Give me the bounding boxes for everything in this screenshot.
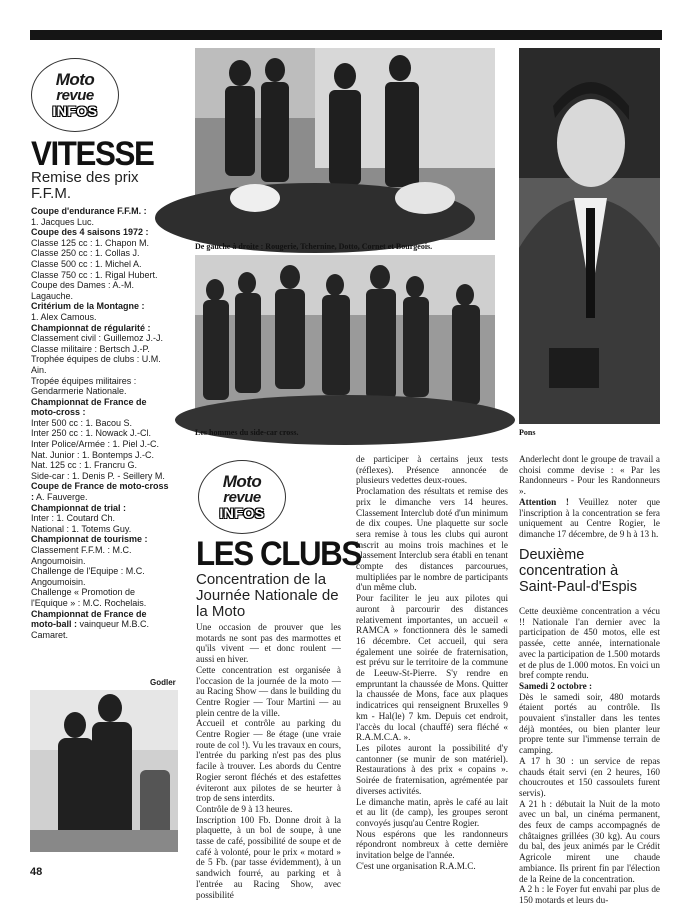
article-paragraph: Le dimanche matin, après le café au lait et au lit (de camp), les groupes seront convoyés jusqu'au Centre Rogier. [356, 796, 508, 828]
result-line [31, 566, 173, 587]
second-concentration-title: Deuxième concentration à Saint-Paul-d'Espis [519, 547, 638, 595]
result-category: Championnat de trial : [31, 502, 127, 513]
result-line [31, 428, 173, 439]
clubs-subheading: Concentration de la Journée Nationale de la Moto [196, 571, 339, 620]
result-text: Classement civil : Guillemoz J.-J. [31, 333, 164, 344]
result-line [31, 587, 173, 608]
result-line [31, 238, 173, 249]
result-line [31, 439, 173, 450]
result-line [31, 471, 173, 482]
vitesse-results-list [31, 206, 173, 640]
photo-credit: Godler [150, 678, 176, 687]
result-line [31, 217, 173, 228]
article-paragraph: Une occasion de prouver que les motards ne sont pas des marmottes et qu'ils vivent — et donc roulent — aussi en hiver. [196, 622, 341, 665]
article-paragraph: Contrôle de 9 à 13 heures. [196, 803, 293, 814]
paragraph-21h: A 21 h : débutait la Nuit de la moto avec un bal, un cinéma permanent, des feux de camps accompagnés de châtaignes grillées (30 kg). Au cours du bal, des jeux animés par le Crédit Agricole mirent une chaude ambiance. Ils prirent fin par l'élection de la Reine de la concentration. [519, 798, 660, 884]
result-category: Championnat de régularité : [31, 322, 151, 333]
result-line [31, 503, 173, 514]
clubs-column-3-bottom [519, 606, 660, 906]
result-category: Championnat de tourisme : [31, 534, 148, 545]
clubs-column-2 [356, 454, 508, 871]
result-text: Classe militaire : Bertsch J.-P. [31, 343, 150, 354]
article-paragraph: Accueil et contrôle au parking du Centre Rogier — 8e étage (une vraie route de col !). Vu les travaux en cours, l'entrée du parking n'est pas des plus facile à trouver. Les abords du Centre Rogier seront fléchés et des estafettes éviteront aux pilotes de se heurter à trop de sens interdits. [196, 718, 341, 804]
article-paragraph: Pour faciliter le jeu aux pilotes qui auront à parcourir des distances relativement importantes, un accueil « RAMCA » fonctionnera dès le samedi 16 décembre. Cet accueil, qui sera également une soirée de fraternisation, est prévu sur le territoire de la commune de Leeuw-St-Pierre. S'y rendre en empruntant la chaussée de Mons. Quitter la chaussée de Mons, face aux plaques indicatrices qui renseignent Bruxelles 9 km - Hal(le) 7 km. Depuis cet endroit, l'accès du local (chauffé) sera fléché « R.A.M.C.A. ». [356, 593, 508, 743]
result-line [31, 609, 173, 641]
article-paragraph: Cette concentration est organisée à l'occasion de la journée de la moto — au Racing Show — dans le building du Centre Rogier — Tour Martini — au plein centre de la ville. [196, 664, 341, 718]
side-car-cross-photo [195, 255, 495, 425]
result-text: Inter Police/Armée : 1. Piel J.-C. [31, 439, 160, 450]
result-text: Classement F.F.M. : M.C. Angoumoisin. [31, 545, 132, 566]
result-line [31, 323, 173, 334]
result-category: Championnat de France de moto-cross : [31, 396, 147, 418]
result-line [31, 534, 173, 545]
result-line [31, 524, 173, 535]
logo-infos: INFOS [52, 103, 98, 119]
clubs-heading: LES CLUBS [196, 535, 361, 573]
logo-infos: INFOS [219, 505, 265, 521]
result-text: Tropée équipes militaires : Gendarmerie Nationale. [31, 375, 137, 397]
result-line [31, 450, 173, 461]
logo-revue: revue [56, 87, 94, 104]
page-number: 48 [30, 866, 43, 878]
result-line [31, 312, 173, 323]
result-category: Coupe des 4 saisons 1972 : [31, 227, 149, 238]
result-line [31, 206, 173, 217]
clubs-column-1 [196, 622, 341, 900]
attention-label: Attention ! [519, 496, 569, 507]
paragraph-2h: A 2 h : le Foyer fut envahi par plus de 150 motards et leurs du- [519, 884, 660, 905]
result-line [31, 481, 173, 502]
result-text: Coupe des Dames : A.-M. Lagauche. [31, 280, 135, 301]
logo-revue: revue [223, 489, 261, 506]
paragraph-17h30: A 17 h 30 : un service de repas chauds était servi (en 2 heures, 160 choucroutes et 150 cassoulets furent servis). [519, 755, 660, 798]
result-text: Challenge « Promotion de l'Equique » : M.C. Rochelais. [31, 587, 147, 608]
moto-revue-infos-logo [31, 58, 119, 132]
result-category: Coupe de France de moto-cross : [31, 481, 169, 503]
result-line [31, 460, 173, 471]
col3-paragraph: Anderlecht dont le groupe de travail a choisi comme devise : « Par les Randonneurs - Pour les Randonneurs ». [519, 454, 660, 497]
result-text: National : 1. Totems Guy. [31, 523, 132, 534]
samedi-text: Dès le samedi soir, 480 motards étaient portés au contrôle. Ils pouvaient s'installer dans les tentes déjà montées, ou bien planter leur propre tente sur l'immense terrain de camping. [519, 691, 660, 756]
result-text: Classe 500 cc : 1. Michel A. [31, 258, 142, 269]
clubs-column-3-top [519, 454, 660, 540]
result-line [31, 397, 173, 418]
pons-portrait-photo [519, 48, 660, 424]
result-text: Trophée équipes de clubs : U.M. Ain. [31, 354, 161, 375]
result-category: Coupe d'endurance F.F.M. : [31, 206, 147, 216]
result-line [31, 227, 173, 238]
result-line [31, 248, 173, 259]
result-text: vainqueur M.B.C. Camaret. [31, 619, 150, 640]
result-text: 1. Jacques Luc. [31, 216, 95, 227]
logo-moto: Moto [222, 472, 262, 491]
result-line [31, 545, 173, 566]
vitesse-subheading: Remise des prix F.F.M. [31, 169, 139, 202]
result-line [31, 418, 173, 429]
moto-revue-infos-logo-clubs [198, 460, 286, 534]
second-intro: Cette deuxième concentration a vécu !! Nationale l'an dernier avec la participation de 450 motos, elle est passée, cette année, internationale avec la participation de 1.500 motards et de plus de 1.000 motos. En voici un bref compte rendu. [519, 606, 660, 681]
attention-paragraph [519, 497, 660, 540]
result-line [31, 513, 173, 524]
photo-caption-3: Pons [519, 428, 536, 437]
result-line [31, 354, 173, 375]
article-paragraph: Les pilotes auront la possibilité d'y cantonner (se munir de son matériel). Restaurations à des prix « copains ». Soirée de fraternisation, agrémentée par diverses activités. [356, 742, 508, 796]
result-line [31, 259, 173, 270]
logo-moto: Moto [55, 70, 95, 89]
result-line [31, 280, 173, 301]
samedi-label: Samedi 2 octobre : [519, 680, 593, 691]
photo-caption-2: Les hommes du side-car cross. [195, 428, 299, 437]
result-text: Inter : 1. Coutard Ch. [31, 513, 116, 524]
result-line [31, 376, 173, 397]
attention-text: Veuillez noter que l'inscription à la concentration se fera uniquement au Centre Rogier, le dimanche 17 décembre, de 9 h à 13 h. [519, 496, 660, 539]
article-paragraph: de participer à certains jeux tests (réflexes). Présence annoncée de plusieurs vedettes deux-roues. [356, 454, 508, 486]
result-line [31, 333, 173, 344]
award-ceremony-photo [195, 48, 495, 240]
result-text: Inter 250 cc : 1. Nowack J.-Cl. [31, 428, 152, 439]
result-text: Inter 500 cc : 1. Bacou S. [31, 417, 133, 428]
result-category: Critérium de la Montagne : [31, 301, 145, 312]
result-text: A. Fauverge. [34, 492, 88, 503]
photo-caption-1: De gauche à droite : Rougerie, Tchernine, Dotto, Cornet et Bourgeois. [195, 242, 433, 251]
godler-photo [30, 690, 178, 852]
article-paragraph: C'est une organisation R.A.M.C. [356, 860, 476, 871]
result-text: Nat. Junior : 1. Bontemps J.-C. [31, 449, 155, 460]
result-category: Championnat de France de moto-ball : [31, 608, 147, 630]
vitesse-heading: VITESSE [31, 135, 154, 173]
result-line [31, 301, 173, 312]
result-text: Challenge de l'Equipe : M.C. Angoumoisin. [31, 566, 145, 587]
result-line [31, 270, 173, 281]
result-text: Classe 250 cc : 1. Collas J. [31, 248, 140, 259]
article-paragraph: Inscription 100 Fb. Donne droit à la plaquette, à un bol de soupe, à une tasse de café, possibilité de soupe et de café à volonté, pour le prix « motard » de 5 Fb. (par tasse évidemment), à un sandwich fourré, au parking et à l'entrée au Racing Show, avec possibilité [196, 814, 341, 900]
result-text: Nat. 125 cc : 1. Francru G. [31, 460, 138, 471]
result-text: 1. Alex Camous. [31, 311, 97, 322]
result-text: Classe 750 cc : 1. Rigal Hubert. [31, 269, 158, 280]
result-text: Side-car : 1. Denis P. - Seillery M. [31, 470, 165, 481]
result-line [31, 344, 173, 355]
result-text: Classe 125 cc : 1. Chapon M. [31, 237, 150, 248]
article-paragraph: Proclamation des résultats et remise des prix le dimanche vers 14 heures. Classement Interclub doté d'un minimum de dix coupes. Une plaquette sur socle sera remise à tous les clubs qui auront inscrit au moins trois machines et le classement Interclub sera établi en tenant compte des distances parcourues, multipliées par le nombre de participants d'un même club. [356, 486, 508, 593]
article-paragraph: Nous espérons que les randonneurs répondront nombreux à cette dernière invitation belge de l'année. [356, 828, 508, 861]
top-rule [30, 30, 662, 40]
